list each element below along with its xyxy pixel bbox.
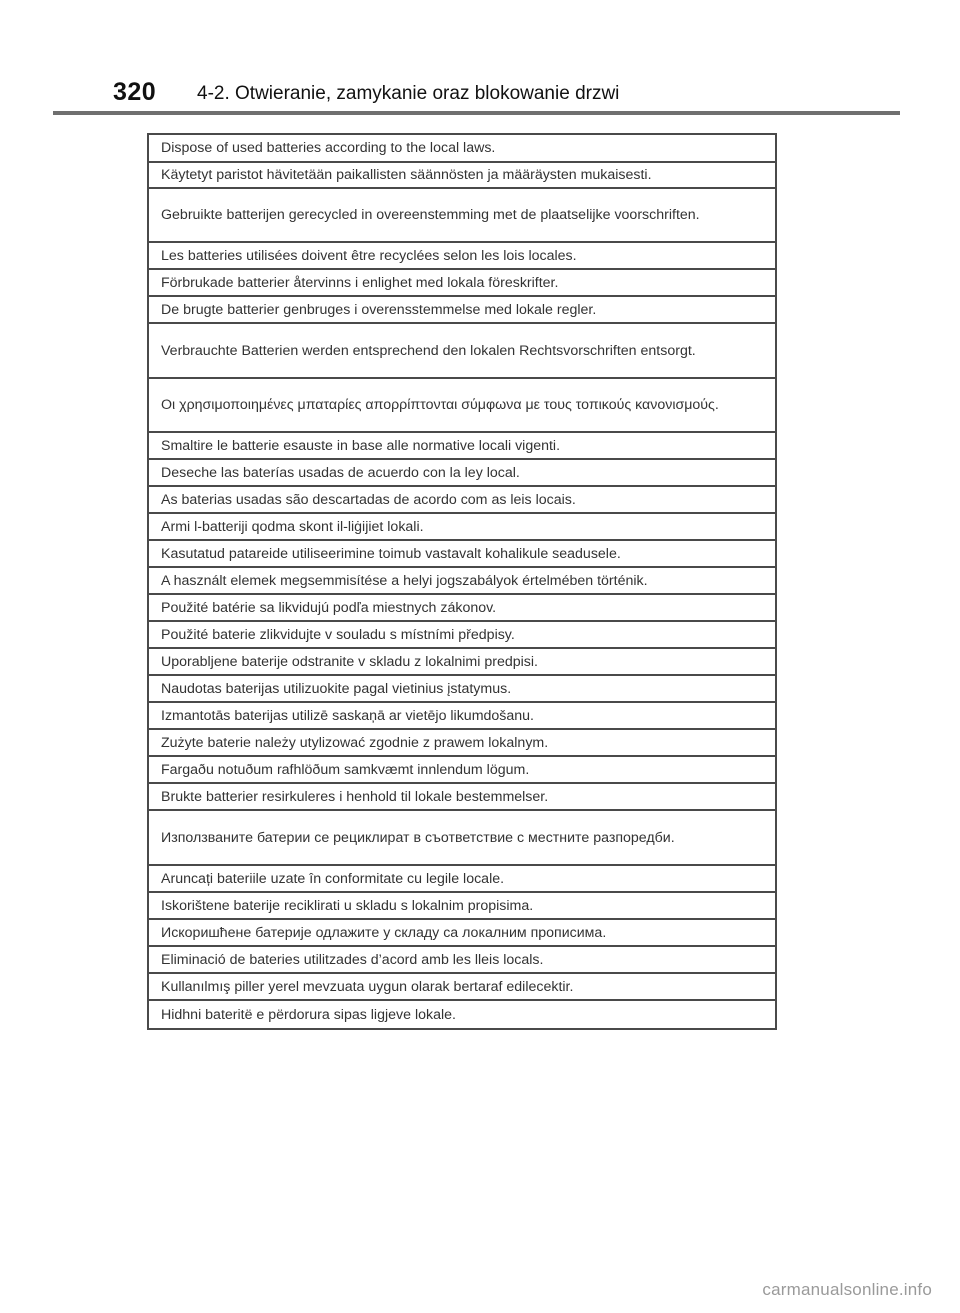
- disposal-row-da: [149, 297, 775, 324]
- disposal-text: Kasutatud patareide utiliseerimine toimub vastavalt kohalikule seadusele.: [161, 545, 621, 562]
- disposal-text: Искоришћене батерије одлажите у складу са локалним прописима.: [161, 924, 607, 941]
- disposal-text: De brugte batterier genbruges i overensstemmelse med lokale regler.: [161, 301, 597, 318]
- disposal-row-tr: [149, 974, 775, 1001]
- watermark: carmanualsonline.info: [762, 1280, 932, 1299]
- disposal-row-sv: [149, 270, 775, 297]
- disposal-row-nl: [149, 189, 775, 243]
- disposal-row-pt: [149, 487, 775, 514]
- disposal-row-ca: [149, 947, 775, 974]
- disposal-row-fr: [149, 243, 775, 270]
- disposal-row-bg: [149, 811, 775, 866]
- disposal-text: Verbrauchte Batterien werden entsprechend den lokalen Rechtsvorschriften entsorgt.: [161, 342, 696, 359]
- disposal-row-mt: [149, 514, 775, 541]
- disposal-text: Iskorištene baterije reciklirati u skladu s lokalnim propisima.: [161, 897, 534, 914]
- disposal-text: A használt elemek megsemmisítése a helyi jogszabályok értelmében történik.: [161, 572, 648, 589]
- disposal-row-el: [149, 379, 775, 433]
- disposal-row-lv: [149, 703, 775, 730]
- disposal-text: Armi l-batteriji qodma skont il-liġijiet lokali.: [161, 518, 424, 535]
- disposal-row-no: [149, 784, 775, 811]
- disposal-text: Hidhni bateritë e përdorura sipas ligjeve lokale.: [161, 1006, 456, 1023]
- disposal-text: Les batteries utilisées doivent être recyclées selon les lois locales.: [161, 247, 577, 264]
- disposal-text: Použité baterie zlikvidujte v souladu s místními předpisy.: [161, 626, 515, 643]
- disposal-text: Förbrukade batterier återvinns i enlighet med lokala föreskrifter.: [161, 274, 559, 291]
- header-divider: [53, 111, 900, 115]
- disposal-row-sq: [149, 1001, 775, 1028]
- disposal-text: Aruncați bateriile uzate în conformitate cu legile locale.: [161, 870, 505, 887]
- disposal-text: As baterias usadas são descartadas de acordo com as leis locais.: [161, 491, 576, 508]
- disposal-row-cs: [149, 622, 775, 649]
- battery-disposal-table: [147, 133, 777, 1030]
- disposal-text: Използваните батерии се рециклират в съответствие с местните разпоредби.: [161, 829, 675, 846]
- disposal-text: Eliminació de bateries utilitzades d’acord amb les lleis locals.: [161, 951, 544, 968]
- disposal-row-lt: [149, 676, 775, 703]
- disposal-text: Kullanılmış piller yerel mevzuata uygun olarak bertaraf edilecektir.: [161, 978, 574, 995]
- disposal-row-it: [149, 433, 775, 460]
- disposal-text: Brukte batterier resirkuleres i henhold til lokale bestemmelser.: [161, 788, 549, 805]
- disposal-row-ro: [149, 866, 775, 893]
- disposal-text: Uporabljene baterije odstranite v skladu z lokalnimi predpisi.: [161, 653, 538, 670]
- disposal-row-is: [149, 757, 775, 784]
- disposal-text: Käytetyt paristot hävitetään paikallisten säännösten ja määräysten mukaisesti.: [161, 167, 652, 183]
- disposal-text: Izmantotās baterijas utilizē saskaņā ar vietējo likumdošanu.: [161, 707, 535, 724]
- disposal-row-pl: [149, 730, 775, 757]
- disposal-row-et: [149, 541, 775, 568]
- disposal-row-es: [149, 460, 775, 487]
- disposal-text: Fargaðu notuðum rafhlöðum samkvæmt innlendum lögum.: [161, 761, 530, 778]
- disposal-row-hu: [149, 568, 775, 595]
- disposal-text: Použité batérie sa likvidujú podľa miestnych zákonov.: [161, 599, 497, 616]
- disposal-row-sr: [149, 920, 775, 947]
- section-title: 4-2. Otwieranie, zamykanie oraz blokowanie drzwi: [197, 83, 620, 104]
- disposal-row-en: [149, 135, 775, 163]
- disposal-text: Dispose of used batteries according to the local laws.: [161, 140, 496, 156]
- page-number: 320: [113, 78, 157, 106]
- page-header: [0, 0, 960, 116]
- disposal-text: Οι χρησιμοποιημένες μπαταρίες απορρίπτονται σύμφωνα με τους τοπικούς κανονισμούς.: [161, 397, 719, 413]
- disposal-text: Zużyte baterie należy utylizować zgodnie z prawem lokalnym.: [161, 734, 549, 751]
- disposal-text: Gebruikte batterijen gerecycled in overeenstemming met de plaatselijke voorschriften.: [161, 207, 700, 223]
- disposal-row-de: [149, 324, 775, 379]
- disposal-text: Smaltire le batterie esauste in base alle normative locali vigenti.: [161, 437, 561, 454]
- disposal-row-sk: [149, 595, 775, 622]
- disposal-row-fi: [149, 163, 775, 189]
- disposal-text: Naudotas baterijas utilizuokite pagal vietinius įstatymus.: [161, 680, 512, 697]
- disposal-row-hr: [149, 893, 775, 920]
- disposal-text: Deseche las baterías usadas de acuerdo con la ley local.: [161, 464, 520, 481]
- disposal-row-sl: [149, 649, 775, 676]
